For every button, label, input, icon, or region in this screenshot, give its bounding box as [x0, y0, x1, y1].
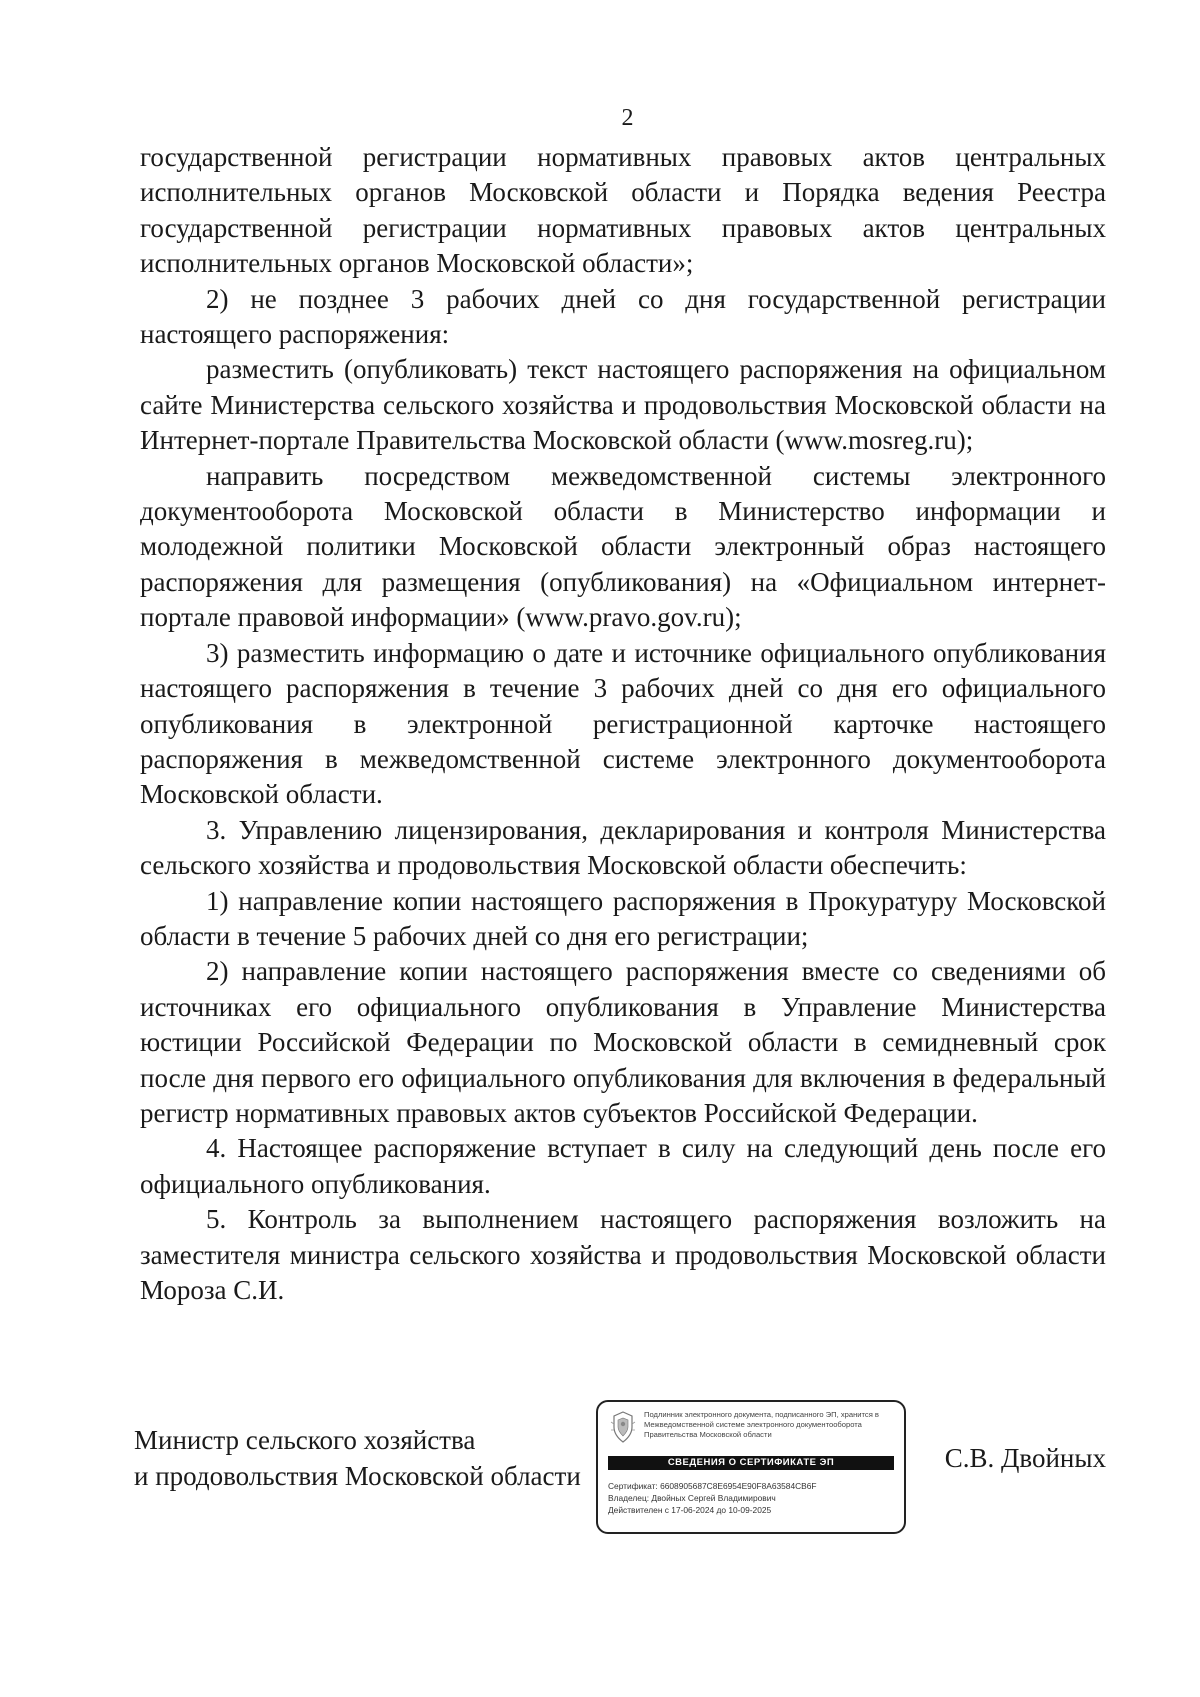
stamp-certificate: Сертификат: 6608905687C8E6954E90F8A63584CB6F — [608, 1481, 817, 1491]
signer-position-line: и продовольствия Московской области — [134, 1461, 581, 1491]
coat-of-arms-icon — [608, 1410, 638, 1444]
stamp-owner: Владелец: Двойных Сергей Владимирович — [608, 1493, 776, 1503]
signer-position — [134, 1422, 594, 1494]
stamp-details — [608, 1480, 894, 1516]
paragraph: 2) направление копии настоящего распоряжения вместе со сведениями об источниках его официального опубликования в Управление Министерства юстиции Российской Федерации по Московской области в семидневный срок после дня первого его официального опубликования для включения в федеральный регистр нормативных правовых актов субъектов Российской Федерации. — [140, 956, 1106, 1128]
paragraph: 2) не позднее 3 рабочих дней со дня государственной регистрации настоящего распоряжения: — [140, 283, 1106, 350]
document-body — [140, 140, 1106, 1308]
stamp-note: Подлинник электронного документа, подписанного ЭП, хранится в Межведомственной системе электронного документооборота Правительства Московской области — [644, 1410, 879, 1439]
stamp-top — [608, 1410, 894, 1452]
stamp-validity: Действителен с 17-06-2024 до 10-09-2025 — [608, 1505, 772, 1515]
signer-name: С.В. Двойных — [944, 1443, 1106, 1473]
paragraph: 4. Настоящее распоряжение вступает в силу на следующий день после его официального опубликования. — [140, 1133, 1106, 1199]
paragraph: 5. Контроль за выполнением настоящего распоряжения возложить на заместителя министра сельского хозяйства и продовольствия Московской области Мороза С.И. — [140, 1204, 1106, 1305]
signature-block — [134, 1400, 1106, 1540]
signer-position-line: Министр сельского хозяйства — [134, 1425, 476, 1455]
paragraph: 1) направление копии настоящего распоряжения в Прокуратуру Московской области в течение 5 рабочих дней со дня его регистрации; — [140, 885, 1106, 951]
paragraph: разместить (опубликовать) текст настоящего распоряжения на официальном сайте Министерства сельского хозяйства и продовольствия Московской области на Интернет-портале Правительства Московской области (www.mosreg.ru); — [140, 354, 1106, 456]
paragraph: 3. Управлению лицензирования, декларирования и контроля Министерства сельского хозяйства и продовольствия Московской области обеспечить: — [140, 814, 1106, 881]
electronic-signature-stamp — [596, 1400, 906, 1534]
paragraph: направить посредством межведомственной системы электронного документооборота Московской области в Министерство информации и молодежной политики Московской области электронный образ настоящего распоряжения для размещения (опубликования) на «Официальном интернет-портале правовой информации» (www.pravo.gov.ru); — [140, 460, 1106, 633]
stamp-header: СВЕДЕНИЯ О СЕРТИФИКАТЕ ЭП — [608, 1456, 894, 1470]
paragraph: 3) разместить информацию о дате и источнике официального опубликования настоящего распоряжения в течение 3 рабочих дней со дня его официального опубликования в электронной регистрационной карточке настоящего распоряжения в межведомственной системе электронного документооборота Московской области. — [140, 637, 1106, 810]
page-number: 2 — [621, 105, 634, 131]
paragraph: государственной регистрации нормативных правовых актов центральных исполнительных органов Московской области и Порядка ведения Реестра государственной регистрации нормативных правовых актов центральных исполнительных органов Московской области»; — [140, 142, 1106, 279]
